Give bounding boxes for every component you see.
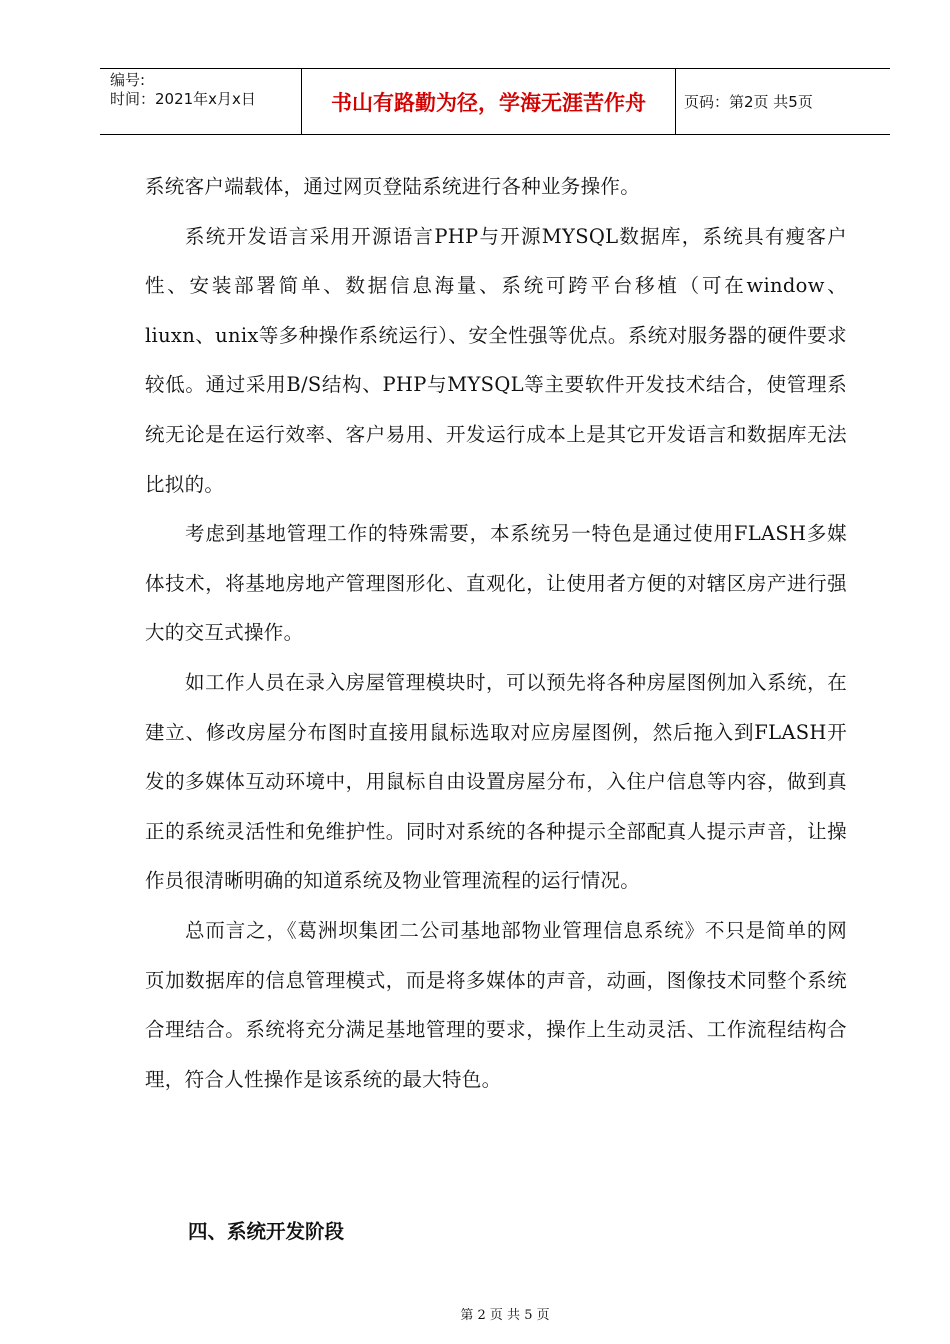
header-page-info: 页码：第2页 共5页 xyxy=(684,93,813,111)
section-heading: 四、系统开发阶段 xyxy=(188,1220,345,1243)
page-header xyxy=(100,68,890,135)
paragraph-2: 系统开发语言采用开源语言PHP与开源MYSQL数据库，系统具有瘦客户性、安装部署简单、数据信息海量、系统可跨平台移植（可在window、liuxn、unix等多种操作系统运行）、安全性强等优点。系统对服务器的硬件要求较低。通过采用B/S结构、PHP与MYSQL等主要软件开发技术结合，使管理系统无论是在运行效率、客户易用、开发运行成本上是其它开发语言和数据库无法比拟的。 xyxy=(145,224,847,496)
page-footer: 第 2 页 共 5 页 xyxy=(460,1308,550,1323)
header-meta xyxy=(100,69,302,134)
header-motto: 书山有路勤为径，学海无涯苦作舟 xyxy=(302,69,676,134)
paragraph-4: 如工作人员在录入房屋管理模块时，可以预先将各种房屋图例加入系统，在建立、修改房屋分布图时直接用鼠标选取对应房屋图例，然后拖入到FLASH开发的多媒体互动环境中，用鼠标自由设置房屋分布，入住户信息等内容，做到真正的系统灵活性和免维护性。同时对系统的各种提示全部配真人提示声音，让操作员很清晰明确的知道系统及物业管理流程的运行情况。 xyxy=(145,670,847,893)
paragraph-5: 总而言之，《葛洲坝集团二公司基地部物业管理信息系统》不只是简单的网页加数据库的信息管理模式，而是将多媒体的声音，动画，图像技术同整个系统合理结合。系统将充分满足基地管理的要求，操作上生动灵活、工作流程结构合理，符合人性操作是该系统的最大特色。 xyxy=(145,918,847,1091)
document-time: 时间：2021年x月x日 xyxy=(110,90,256,108)
document-number-label: 编号: xyxy=(110,71,146,89)
document-body xyxy=(145,162,847,1104)
paragraph-1: 系统客户端载体，通过网页登陆系统进行各种业务操作。 xyxy=(145,175,641,198)
paragraph-3: 考虑到基地管理工作的特殊需要，本系统另一特色是通过使用FLASH多媒体技术，将基地房地产管理图形化、直观化，让使用者方便的对辖区房产进行强大的交互式操作。 xyxy=(145,522,847,645)
